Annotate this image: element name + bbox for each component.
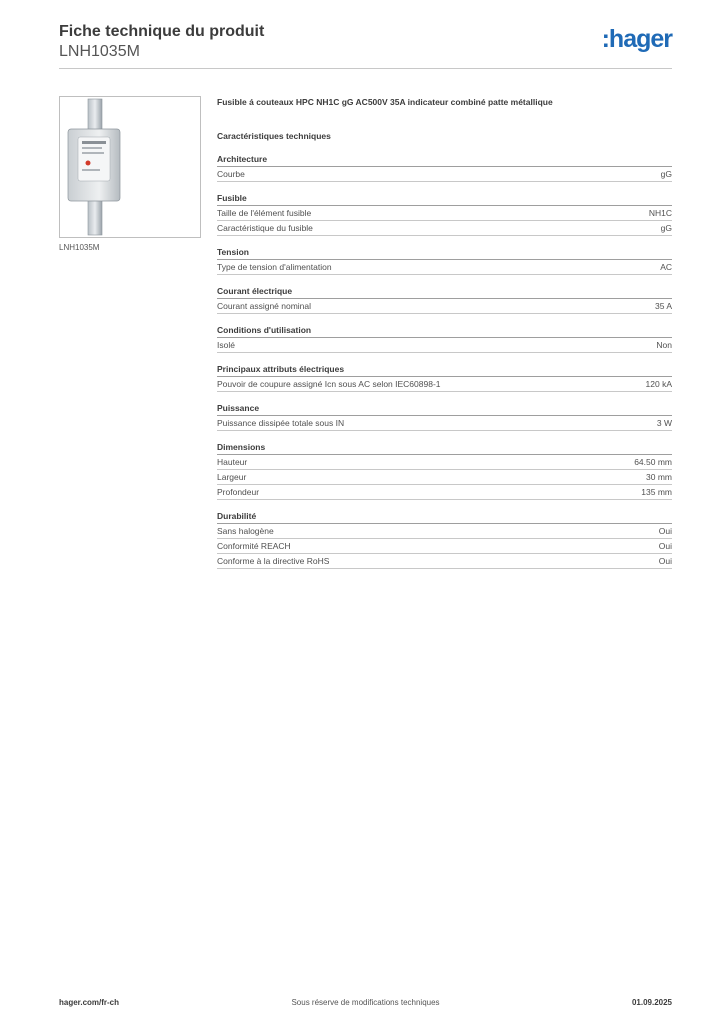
product-description: Fusible á couteaux HPC NH1C gG AC500V 35A indicateur combiné patte métallique [217,97,553,107]
spec-label: Type de tension d'alimentation [217,262,332,272]
spec-label: Profondeur [217,487,260,497]
document-title: Fiche technique du produit [59,23,265,40]
product-image [59,96,201,238]
spec-label: Courbe [217,169,245,179]
spec-row [217,377,672,392]
spec-row [217,260,672,275]
spec-row [217,485,672,500]
spec-group [217,441,672,500]
spec-content [217,96,672,579]
image-caption: LNH1035M [59,243,100,252]
spec-groups [217,153,672,569]
spec-label: Caractéristique du fusible [217,223,313,233]
spec-row [217,167,672,182]
spec-label: Taille de l'élément fusible [217,208,312,218]
spec-row [217,470,672,485]
spec-group [217,246,672,275]
spec-value: 35 A [654,301,672,311]
spec-value: Oui [658,541,672,551]
spec-group-title: Tension [217,246,672,260]
spec-group-title: Courant électrique [217,285,672,299]
spec-label: Isolé [217,340,235,350]
spec-value: Oui [658,526,672,536]
spec-group [217,192,672,236]
spec-group-title: Fusible [217,192,672,206]
spec-group-title: Durabilité [217,510,672,524]
spec-group-title: Architecture [217,153,672,167]
spec-row [217,539,672,554]
spec-value: 64.50 mm [634,457,672,467]
footer-website: hager.com/fr-ch [59,998,120,1007]
spec-row [217,221,672,236]
spec-row [217,455,672,470]
spec-label: Conforme à la directive RoHS [217,556,330,566]
spec-group-title: Dimensions [217,441,672,455]
spec-label: Puissance dissipée totale sous IN [217,418,345,428]
spec-label: Hauteur [217,457,248,467]
spec-group [217,324,672,353]
spec-value: NH1C [648,208,672,218]
spec-value: 3 W [656,418,672,428]
spec-row [217,299,672,314]
spec-value: AC [660,262,672,272]
fuse-illustration [60,97,200,237]
footer-note: Sous réserve de modifications techniques [291,998,440,1007]
spec-value: Non [656,340,672,350]
spec-group [217,402,672,431]
spec-row [217,338,672,353]
spec-value: gG [660,169,672,179]
spec-label: Conformité REACH [217,541,291,551]
spec-group [217,285,672,314]
hager-logo: :hager [601,25,672,53]
spec-row [217,416,672,431]
spec-value: gG [660,223,672,233]
spec-group [217,153,672,182]
spec-row [217,554,672,569]
footer-date: 01.09.2025 [631,998,672,1007]
spec-label: Sans halogène [217,526,274,536]
spec-group-title: Puissance [217,402,672,416]
spec-value: 30 mm [646,472,672,482]
spec-value: Oui [658,556,672,566]
spec-label: Largeur [217,472,247,482]
spec-value: 120 kA [645,379,672,389]
spec-group-title: Conditions d'utilisation [217,324,672,338]
section-title: Caractéristiques techniques [217,131,331,141]
spec-row [217,524,672,539]
spec-group-title: Principaux attributs électriques [217,363,672,377]
product-reference: LNH1035M [59,43,140,60]
spec-row [217,206,672,221]
spec-label: Courant assigné nominal [217,301,312,311]
spec-group [217,510,672,569]
document-header [59,22,264,61]
spec-group [217,363,672,392]
spec-value: 135 mm [641,487,672,497]
spec-label: Pouvoir de coupure assigné Icn sous AC selon IEC60898-1 [217,379,441,389]
header-divider [59,68,672,69]
